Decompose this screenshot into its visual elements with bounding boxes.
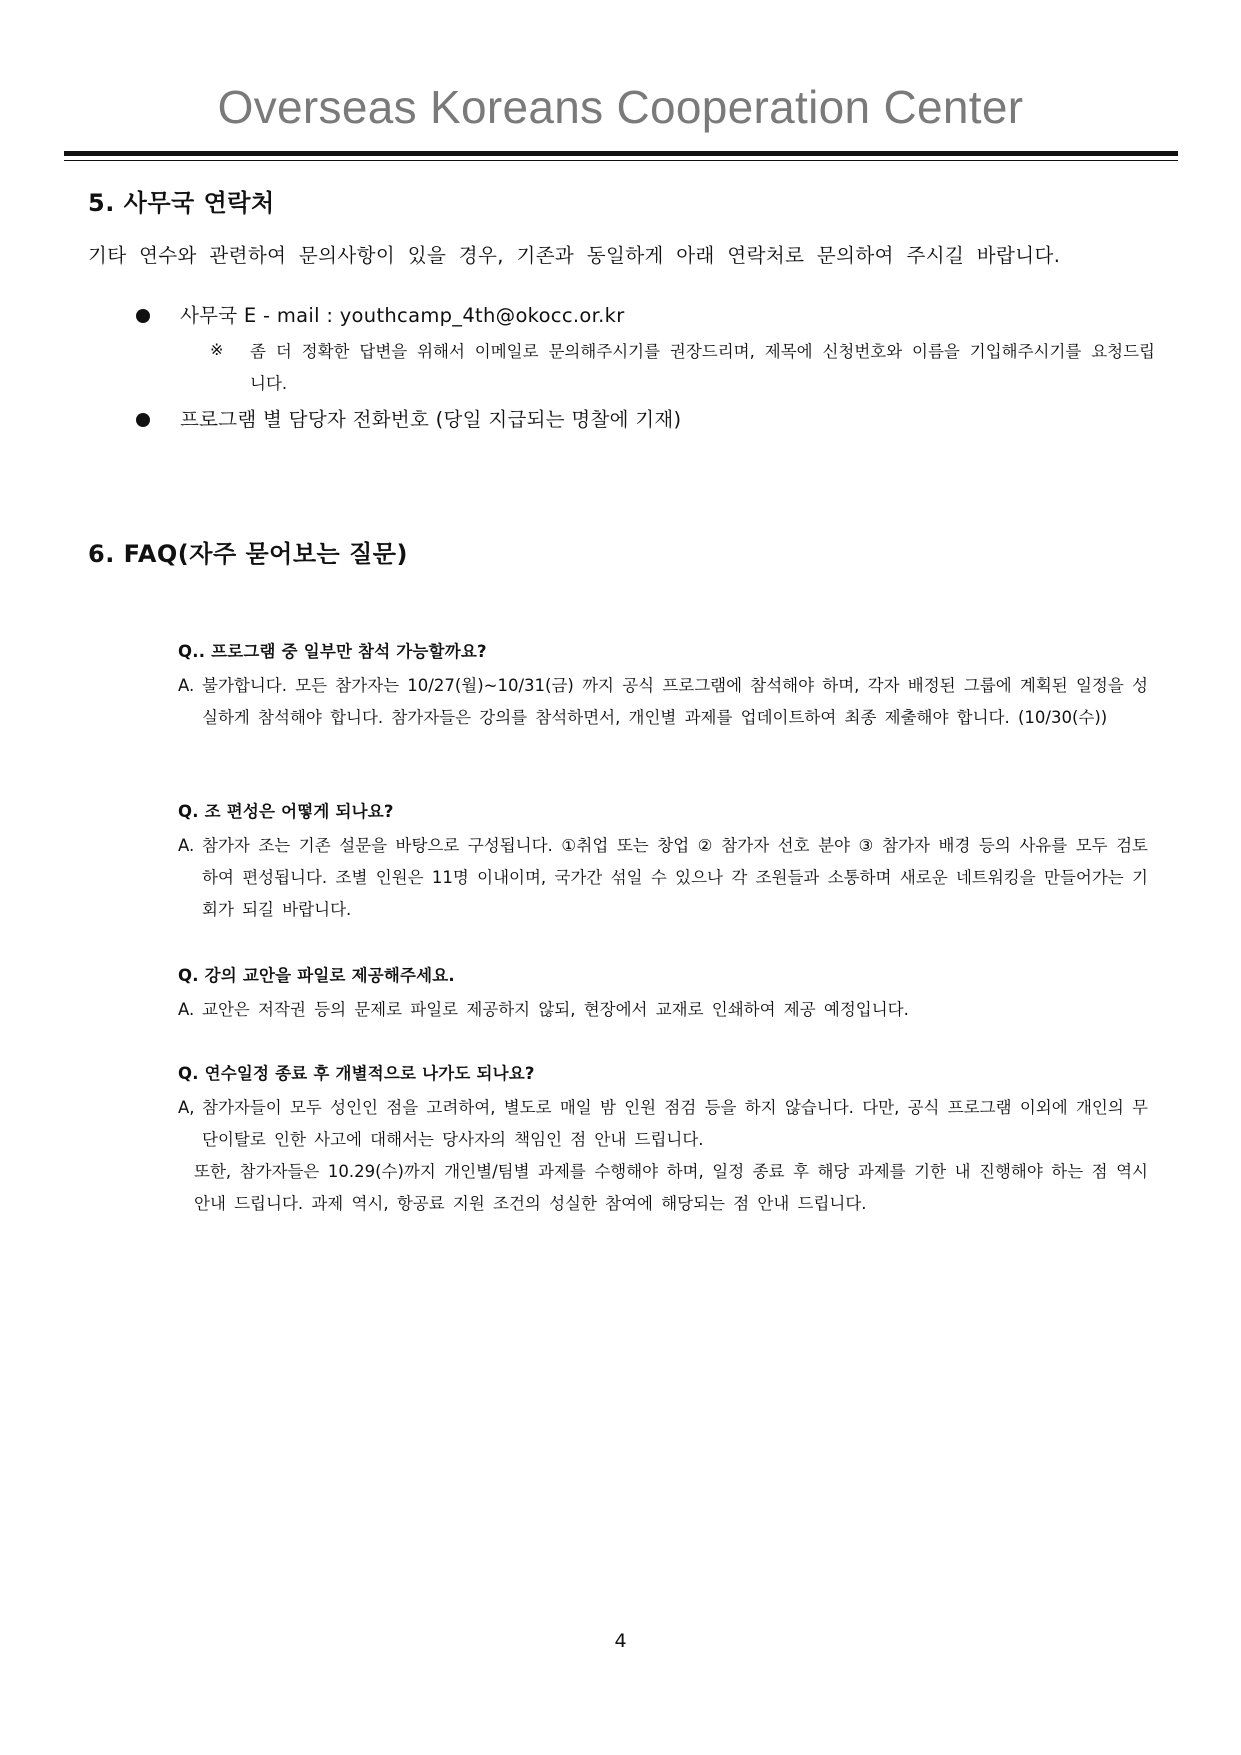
organization-title: Overseas Koreans Cooperation Center [217,81,1024,133]
faq-answer-text: 불가합니다. 모든 참가자는 10/27(월)~10/31(금) 까지 공식 프로그램에 참석해야 하며, 각자 배정된 그룹에 계획된 일정을 성실하게 참석해야 합니다. 참가자들은 강의를 참석하면서, 개인별 과제를 업데이트하여 최종 제출해야 합니다. (10/30(수)) [202,676,1148,727]
bullet-icon [136,309,150,323]
contact-email-item: 사무국 E - mail : youthcamp_4th@okocc.or.kr [180,304,625,327]
faq-answer [178,994,1148,1026]
faq-question: Q.. 프로그램 중 일부만 참석 가능할까요? [178,642,487,661]
contact-phone-item: 프로그램 별 담당자 전화번호 (당일 지급되는 명찰에 기재) [180,408,682,431]
faq-question: Q. 연수일정 종료 후 개별적으로 나가도 되나요? [178,1064,535,1083]
faq-answer-continuation: 또한, 참가자들은 10.29(수)까지 개인별/팀별 과제를 수행해야 하며, 일정 종료 후 해당 과제를 기한 내 진행해야 하는 점 역시 안내 드립니다. 과제 역시, 항공료 지원 조건의 성실한 참여에 해당되는 점 안내 드립니다. [194,1162,1148,1213]
faq-answer [178,830,1148,926]
faq-answer [178,1092,1148,1220]
faq-question: Q. 강의 교안을 파일로 제공해주세요. [178,966,455,985]
answer-marker: A. [178,1000,195,1019]
faq-answer-text: 참가자들이 모두 성인인 점을 고려하여, 별도로 매일 밤 인원 점검 등을 하지 않습니다. 다만, 공식 프로그램 이외에 개인의 무단이탈로 인한 사고에 대해서는 당사자의 책임인 점 안내 드립니다. [202,1098,1148,1149]
section-5-intro: 기타 연수와 관련하여 문의사항이 있을 경우, 기존과 동일하게 아래 연락처로 문의하여 주시길 바랍니다. [88,244,1061,267]
faq-item [178,800,1148,926]
faq-answer-text: 교안은 저작권 등의 문제로 파일로 제공하지 않되, 현장에서 교재로 인쇄하여 제공 예정입니다. [202,1000,909,1019]
page-number: 4 [614,1630,627,1652]
section-6-heading: 6. FAQ(자주 묻어보는 질문) [88,540,408,568]
reference-mark-icon: ※ [210,340,224,359]
header-divider-thin [64,160,1178,161]
header-divider-thick [64,151,1178,156]
answer-marker: A. [178,676,195,695]
email-note: 좀 더 정확한 답변을 위해서 이메일로 문의해주시기를 권장드리며, 제목에 신청번호와 이름을 기입해주시기를 요청드립니다. [250,342,1155,393]
faq-question: Q. 조 편성은 어떻게 되나요? [178,802,394,821]
faq-answer [178,670,1148,734]
faq-item [178,964,1148,1026]
faq-answer-text: 참가자 조는 기존 설문을 바탕으로 구성됩니다. ①취업 또는 창업 ② 참가자 선호 분야 ③ 참가자 배경 등의 사유를 모두 검토하여 편성됩니다. 조별 인원은 11명 이내이며, 국가간 섞일 수 있으나 각 조원들과 소통하며 새로운 네트워킹을 만들어가는 기회가 되길 바랍니다. [202,836,1148,919]
faq-item [178,1062,1148,1220]
faq-item [178,640,1148,734]
section-5-heading: 5. 사무국 연락처 [88,189,275,217]
answer-marker: A. [178,836,195,855]
answer-marker: A, [178,1098,195,1117]
bullet-icon [136,413,150,427]
